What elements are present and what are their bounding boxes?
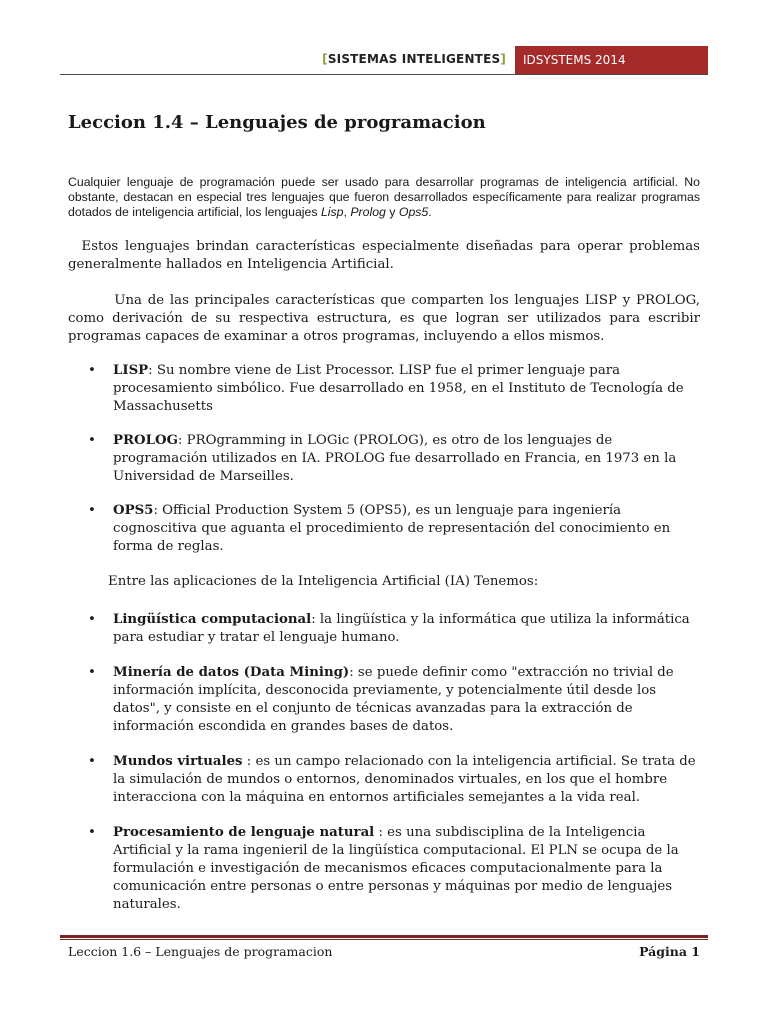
paragraph-lisp-prolog-text: Una de las principales características que comparten los lenguajes LISP y PROLOG, como derivación de su respectiva estructura, es que logran ser utilizados para escribir programas capaces de examinar a otros programas, incluyendo a ellos mismos. bbox=[68, 293, 700, 344]
list-item bbox=[88, 824, 700, 914]
list-item-term: Procesamiento de lenguaje natural bbox=[113, 825, 375, 840]
paragraph-features bbox=[68, 238, 700, 274]
list-item-desc: : la lingüística y la informática que utiliza la informática para estudiar y tratar el lenguaje humano. bbox=[113, 612, 690, 645]
intro-paragraph bbox=[68, 175, 700, 220]
footer-lesson-title: Leccion 1.6 – Lenguajes de programacion bbox=[68, 944, 333, 959]
list-item-term: LISP bbox=[113, 363, 149, 378]
languages-list bbox=[88, 362, 700, 556]
list-item-desc: : Su nombre viene de List Processor. LISP fue el primer lenguaje para procesamiento simbólico. Fue desarrollado en 1958, en el Instituto de Tecnología de Massachusetts bbox=[113, 363, 684, 414]
list-item-term: Mundos virtuales bbox=[113, 754, 243, 769]
header-bracket-open: [ bbox=[322, 52, 328, 66]
footer-page-number: Página 1 bbox=[639, 944, 700, 959]
header-course-name: SISTEMAS INTELIGENTES bbox=[327, 52, 501, 66]
list-item-term: OPS5 bbox=[113, 503, 154, 518]
bullet-icon: • bbox=[88, 503, 96, 518]
list-item-term: Minería de datos (Data Mining) bbox=[113, 665, 350, 680]
paragraph-features-text: Estos lenguajes brindan características especialmente diseñadas para operar problemas generalmente hallados en Inteligencia Artificial. bbox=[68, 239, 700, 272]
paragraph-lisp-prolog bbox=[68, 292, 700, 346]
paragraph-applications-intro: Entre las aplicaciones de la Inteligencia Artificial (IA) Tenemos: bbox=[108, 574, 539, 589]
header-divider bbox=[60, 74, 708, 75]
list-item bbox=[88, 432, 700, 486]
footer-divider-thick bbox=[60, 935, 708, 938]
header-bracket-close: ] bbox=[500, 52, 506, 66]
bullet-icon: • bbox=[88, 363, 96, 378]
bullet-icon: • bbox=[88, 825, 96, 840]
header-badge: IDSYSTEMS 2014 bbox=[515, 46, 708, 75]
list-item-desc: : es un campo relacionado con la inteligencia artificial. Se trata de la simulación de mundos o entornos, denominados virtuales, en los que el hombre interacciona con la máquina en entornos artificiales semejantes a la vida real. bbox=[113, 754, 696, 805]
intro-lang-lisp: Lisp bbox=[320, 205, 344, 219]
list-item-term: Lingüística computacional bbox=[113, 612, 312, 627]
list-item-term: PROLOG bbox=[113, 433, 178, 448]
intro-lang-prolog: Prolog bbox=[350, 205, 386, 219]
bullet-icon: • bbox=[88, 612, 96, 627]
list-item bbox=[88, 753, 700, 807]
list-item-desc: : Official Production System 5 (OPS5), es un lenguaje para ingeniería cognoscitiva que aguanta el procedimiento de representación del conocimiento en forma de reglas. bbox=[113, 503, 671, 554]
bullet-icon: • bbox=[88, 433, 96, 448]
intro-text: Cualquier lenguaje de programación puede ser usado para desarrollar programas de inteligencia artificial. No obstante, destacan en especial tres lenguajes que fueron desarrollados específicamente para realizar programas dotados de inteligencia artificial, los lenguajes bbox=[68, 175, 700, 219]
page-title: Leccion 1.4 – Lenguajes de programacion bbox=[68, 112, 486, 133]
bullet-icon: • bbox=[88, 754, 96, 769]
intro-sep1: , bbox=[343, 205, 351, 219]
bullet-icon: • bbox=[88, 665, 96, 680]
header-course bbox=[322, 52, 506, 66]
list-item-desc: : se puede definir como "extracción no trivial de información implícita, desconocida previamente, y potencialmente útil desde los datos", y consiste en el conjunto de técnicas avanzadas para la extracción de información escondida en grandes bases de datos. bbox=[113, 665, 674, 734]
list-item-desc: : PROgramming in LOGic (PROLOG), es otro de los lenguajes de programación utilizados en IA. PROLOG fue desarrollado en Francia, en 1973 en la Universidad de Marseilles. bbox=[113, 433, 677, 484]
list-item bbox=[88, 362, 700, 416]
intro-sep2: y bbox=[385, 205, 399, 219]
intro-lang-ops5: Ops5 bbox=[398, 205, 429, 219]
intro-end: . bbox=[428, 205, 432, 219]
applications-list bbox=[88, 611, 700, 914]
list-item-desc: : es una subdisciplina de la Inteligencia Artificial y la rama ingenieril de la lingüística computacional. El PLN se ocupa de la formulación e investigación de mecanismos eficaces computacionalmente para la comunicación entre personas o entre personas y máquinas por medio de lenguajes naturales. bbox=[113, 825, 679, 912]
footer-divider-thin bbox=[60, 939, 708, 940]
list-item bbox=[88, 502, 700, 556]
list-item bbox=[88, 611, 700, 647]
list-item bbox=[88, 664, 700, 736]
